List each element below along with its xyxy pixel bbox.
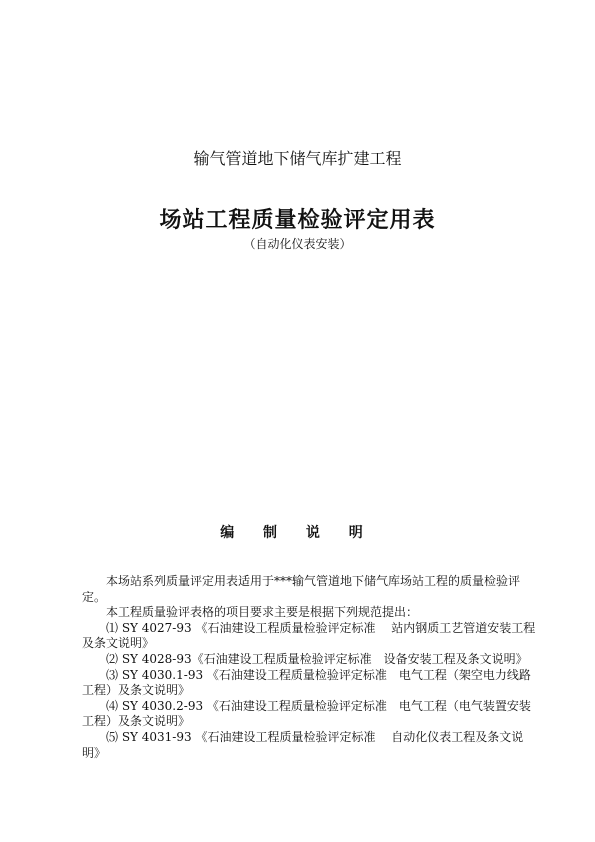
document-title: 场站工程质量检验评定用表 xyxy=(159,207,436,233)
paragraph: 本工程质量验评表格的项目要求主要是根据下列规范提出： xyxy=(106,605,419,620)
standard-list-item: ⑵ SY 4028-93《石油建设工程质量检验评定标准 设备安装工程及条文说明》 xyxy=(106,651,528,666)
standard-list-item: ⑴ SY 4027-93 《石油建设工程质量检验评定标准 站内钢质工艺管道安装工程及条文说明》 xyxy=(82,620,536,651)
standard-list-item: ⑷ SY 4030.2-93 《石油建设工程质量检验评定标准 电气工程（电气装置安装工程）及条文说明》 xyxy=(82,698,531,729)
section-heading: 编 制 说 明 xyxy=(220,525,375,541)
body-text xyxy=(82,574,540,761)
document-subtitle: （自动化仪表安装） xyxy=(243,237,352,251)
standard-list-item: ⑸ SY 4031-93 《石油建设工程质量检验评定标准 自动化仪表工程及条文说明》 xyxy=(82,729,524,760)
project-title: 输气管道地下储气库扩建工程 xyxy=(193,149,402,168)
standard-list-item: ⑶ SY 4030.1-93 《石油建设工程质量检验评定标准 电气工程（架空电力线路工程）及条文说明》 xyxy=(82,667,531,698)
paragraph: 本场站系列质量评定用表适用于***输气管道地下储气库场站工程的质量检验评定。 xyxy=(82,574,521,604)
